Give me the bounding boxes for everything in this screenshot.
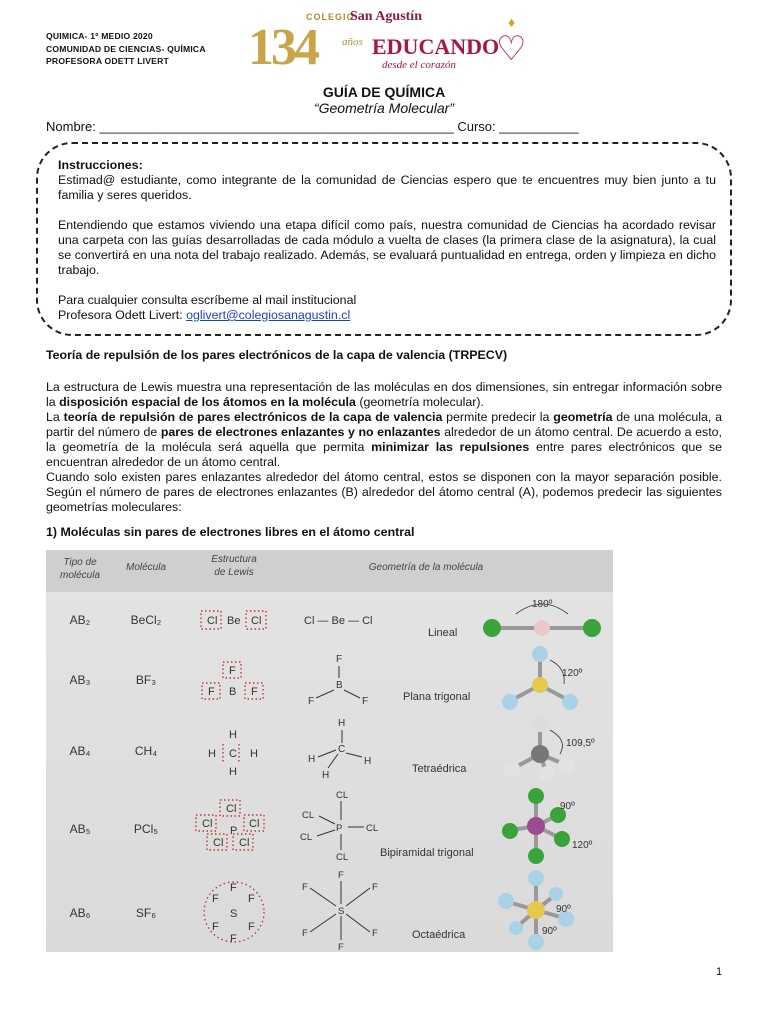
- atom: F: [251, 686, 258, 698]
- para-bold: pares de electrones enlazantes y no enlazantes: [160, 425, 441, 439]
- header-type-line1: Tipo de: [63, 557, 97, 568]
- atom: S: [230, 908, 238, 920]
- bond-angle: 109,5º: [566, 738, 595, 749]
- school-logo: [246, 10, 536, 74]
- instructions: [58, 158, 716, 323]
- header-geometry: Geometría de la molécula: [368, 562, 484, 573]
- row-type: AB₃: [69, 673, 91, 687]
- email-link[interactable]: oglivert@colegiosanagustin.cl: [186, 308, 351, 322]
- para-bold: disposición espacial de los átomos en la molécula: [59, 395, 356, 409]
- para-bold: teoría de repulsión de pares electrónicos de la capa de valencia: [63, 410, 443, 424]
- atom: B: [336, 680, 343, 691]
- para-text: alrededor de un átomo central. De acuerdo a esto, la geometría de la molécula será aquella que permita: [46, 425, 722, 454]
- table-background: [46, 550, 613, 952]
- geometry-name: Lineal: [428, 627, 458, 639]
- atom: F: [372, 882, 378, 893]
- atom: H: [250, 748, 258, 760]
- logo-anos: años: [342, 36, 363, 48]
- row-molecule: SF₆: [135, 906, 157, 920]
- logo-desde: desde el corazón: [382, 59, 456, 71]
- row-type: AB₆: [69, 906, 91, 920]
- atom: F: [230, 933, 237, 945]
- atom: H: [322, 770, 330, 781]
- logo-colegio: COLEGIO: [306, 12, 355, 22]
- geometry-name: Tetraédrica: [412, 763, 467, 775]
- bond-angle-2: 90º: [542, 926, 557, 937]
- atom: Cl: [226, 803, 237, 815]
- atom: F: [208, 686, 215, 698]
- row-type: AB₄: [69, 744, 91, 758]
- bond-angle-equatorial: 120º: [572, 840, 593, 851]
- geometry-table-figure: [46, 550, 613, 952]
- para-text: entre pares electrónicos que se encuentran alrededor de un átomo central.: [46, 440, 723, 469]
- atom: Cl: [249, 818, 260, 830]
- instructions-contact: Para cualquier consulta escríbeme al mail institucional: [58, 293, 357, 307]
- atom: H: [229, 729, 237, 741]
- section-title-no-lone-pairs: 1) Moléculas sin pares de electrones libres en el átomo central: [46, 525, 415, 539]
- geometry-name: Bipiramidal trigonal: [380, 847, 474, 859]
- para-text: permite predecir la: [442, 410, 554, 424]
- header-lewis-line1: Estructura: [211, 554, 257, 565]
- atom: Cl: [202, 818, 213, 830]
- atom: H: [338, 718, 346, 729]
- geometry-name: Plana trigonal: [403, 691, 471, 703]
- geometry-name: Octaédrica: [412, 929, 466, 941]
- atom: Cl: [213, 837, 224, 849]
- header-line-teacher: PROFESORA ODETT LIVERT: [46, 56, 169, 66]
- atom: F: [336, 654, 343, 665]
- bond-angle-axial: 90º: [560, 801, 575, 812]
- para-text: Cuando solo existen pares enlazantes alrededor del átomo central, estos se disponen con la mayor separación posible. Según el número de pares de electrones enlazantes (B) alrededor del átomo central (A), podemos predecir las siguientes geometrías moleculares:: [46, 470, 722, 514]
- para-bold: minimizar las repulsiones: [371, 440, 530, 454]
- structural-formula: Cl — Be — Cl: [304, 615, 373, 627]
- atom: Cl: [207, 615, 218, 627]
- header-lewis-line2: de Lewis: [214, 567, 254, 578]
- row-type: AB₅: [69, 822, 91, 836]
- atom: F: [338, 870, 344, 881]
- atom: F: [372, 928, 378, 939]
- instructions-p2: Entendiendo que estamos viviendo una etapa difícil como país, nuestra comunidad de Ciencias ha acordado revisar una carpeta con las guías desarrolladas de cada módulo a vuelta de clases (la primera clase de la asignatura), la cual se convertirá en una nota del trabajo realizado. Además, se evaluará puntualidad en entrega, orden y limpieza en dicho trabajo.: [58, 218, 716, 277]
- header-line-community: COMUNIDAD DE CIENCIAS- QUÍMICA: [46, 43, 206, 54]
- atom: C: [229, 748, 237, 760]
- atom: S: [338, 906, 345, 917]
- atom: H: [208, 748, 216, 760]
- atom: F: [362, 696, 369, 707]
- atom: CL: [366, 823, 379, 834]
- atom: Be: [227, 615, 241, 627]
- atom: P: [336, 823, 343, 834]
- instructions-p1: Estimad@ estudiante, como integrante de la comunidad de Ciencias espero que te encuentres muy bien junto a tu familia y seres queridos.: [58, 173, 716, 202]
- atom: C: [338, 744, 346, 755]
- atom: F: [212, 921, 219, 933]
- atom: H: [308, 754, 316, 765]
- theory-paragraph: [46, 380, 722, 515]
- atom: F: [308, 696, 315, 707]
- logo-school-name: San Agustín: [350, 9, 422, 24]
- atom: CL: [336, 852, 349, 863]
- header-line-course: QUIMICA- 1º MEDIO 2020: [46, 31, 153, 41]
- row-molecule: PCl₅: [133, 822, 159, 836]
- instructions-heading: Instrucciones:: [58, 158, 143, 172]
- atom: CL: [300, 832, 313, 843]
- atom: F: [338, 942, 344, 952]
- heart-icon: ♡: [496, 30, 527, 68]
- para-text: (geometría molecular).: [355, 395, 484, 409]
- flame-icon: ♦: [508, 14, 516, 30]
- row-molecule: BF₃: [135, 673, 157, 687]
- atom: CL: [302, 810, 315, 821]
- atom: F: [302, 928, 308, 939]
- logo-anniversary-number: 134: [248, 19, 317, 76]
- page-subtitle: “Geometría Molecular”: [313, 100, 455, 116]
- atom: F: [230, 882, 237, 894]
- atom: F: [212, 893, 219, 905]
- atom: B: [229, 686, 237, 698]
- header-info: [46, 30, 206, 68]
- atom: CL: [336, 790, 349, 801]
- section-title-trpecv: Teoría de repulsión de los pares electrónicos de la capa de valencia (TRPECV): [46, 348, 508, 362]
- bond-angle-1: 90º: [556, 904, 571, 915]
- row-type: AB₂: [69, 613, 91, 627]
- para-text: de una molécula, a partir del número de: [46, 410, 722, 439]
- atom: H: [364, 756, 372, 767]
- page-title: GUÍA DE QUÍMICA: [322, 84, 446, 100]
- row-molecule: BeCl₂: [130, 613, 162, 627]
- logo-educando: EDUCANDO: [372, 34, 500, 59]
- name-course-line: Nombre: _________________________________________________ Curso: ___________: [46, 119, 579, 134]
- instructions-teacher: Profesora Odett Livert:: [58, 308, 187, 322]
- atom: F: [302, 882, 308, 893]
- bond-angle: 180º: [532, 599, 553, 610]
- atom: P: [230, 825, 238, 837]
- para-text: La: [46, 410, 64, 424]
- atom: Cl: [239, 837, 250, 849]
- atom: Cl: [251, 615, 262, 627]
- bond-angle: 120º: [562, 668, 583, 679]
- page-number: 1: [716, 966, 723, 978]
- header-molecule: Molécula: [125, 562, 167, 573]
- atom: H: [229, 766, 237, 778]
- para-text: La estructura de Lewis muestra una representación de las moléculas en dos dimensiones, sin entregar información sobre la: [46, 380, 722, 409]
- atom: F: [248, 921, 255, 933]
- row-molecule: CH₄: [134, 744, 158, 758]
- atom: F: [248, 893, 255, 905]
- para-bold: geometría: [553, 410, 613, 424]
- header-type-line2: molécula: [59, 570, 101, 581]
- atom: F: [229, 665, 236, 677]
